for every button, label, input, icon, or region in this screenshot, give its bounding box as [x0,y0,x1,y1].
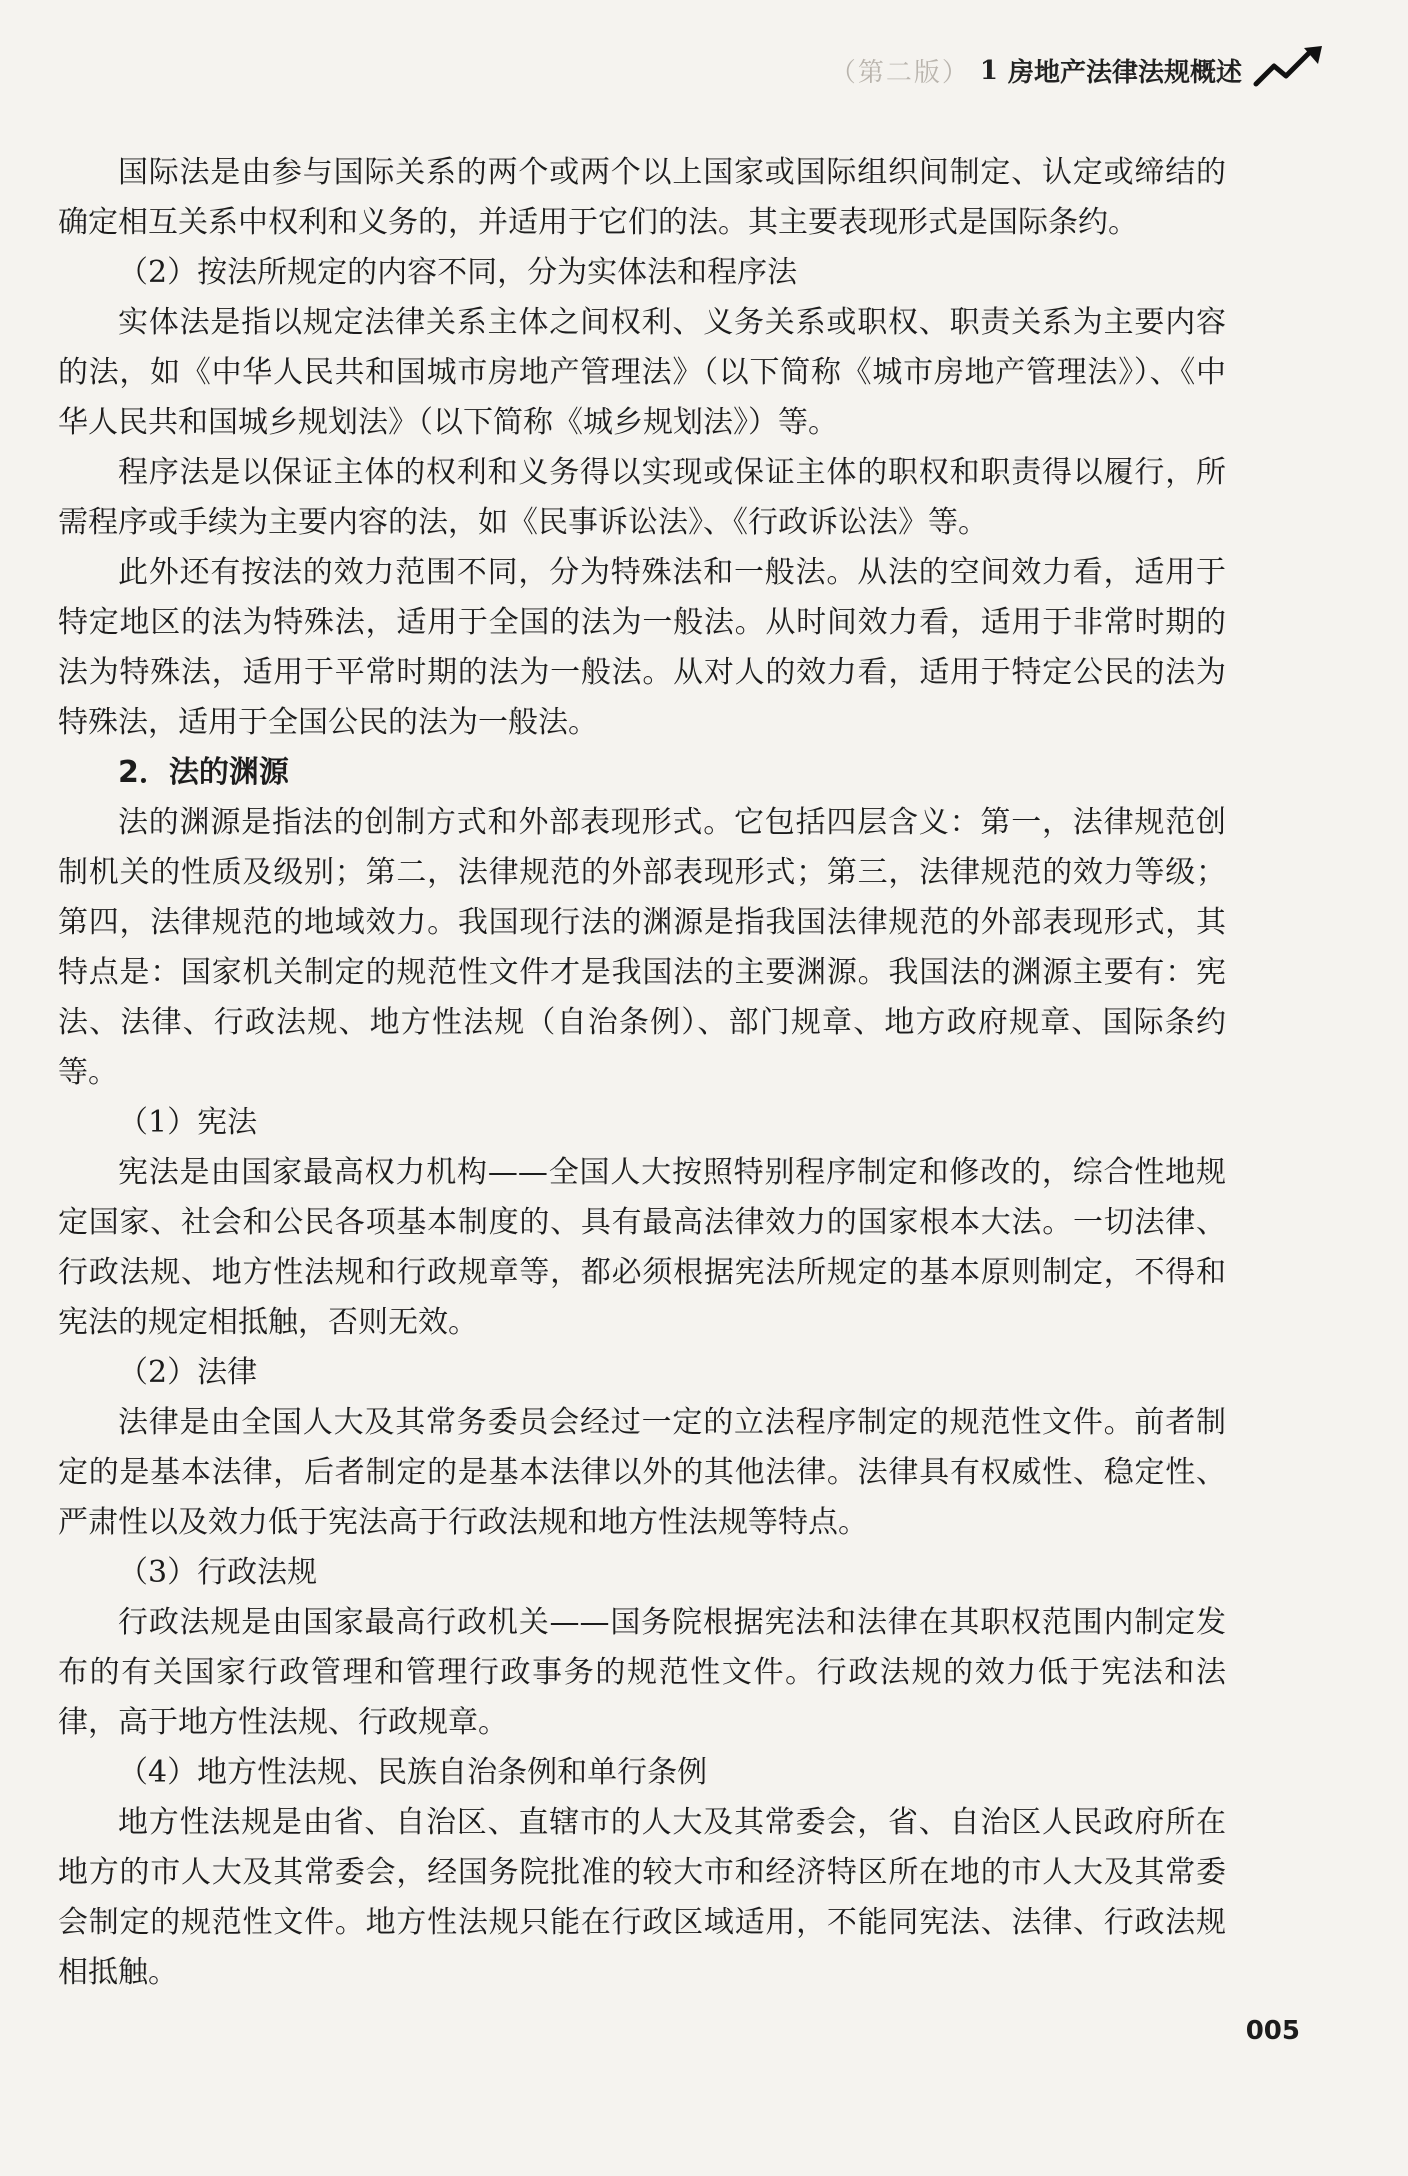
page-number: 005 [1245,2016,1300,2046]
subsection-title: （2）法律 [118,1355,258,1390]
header-chapter-title: 房地产法律法规概述 [1007,58,1242,88]
subsection-title: （4）地方性法规、民族自治条例和单行条例 [118,1755,708,1790]
body-paragraph: 行政法规是由国家最高行政机关——国务院根据宪法和法律在其职权范围内制定发布的有关国家行政管理和管理行政事务的规范性文件。行政法规的效力低于宪法和法律，高于地方性法规、行政规章。 [58,1605,1226,1740]
trend-arrow-icon [1252,44,1328,97]
header-series: （第二版） [829,58,970,88]
body-paragraph: 程序法是以保证主体的权利和义务得以实现或保证主体的职权和职责得以履行，所需程序或手续为主要内容的法，如《民事诉讼法》、《行政诉讼法》等。 [58,455,1226,540]
subsection-title: （1）宪法 [118,1105,258,1140]
body-text [58,148,1226,1998]
body-paragraph: 法律是由全国人大及其常务委员会经过一定的立法程序制定的规范性文件。前者制定的是基本法律，后者制定的是基本法律以外的其他法律。法律具有权威性、稳定性、严肃性以及效力低于宪法高于行政法规和地方性法规等特点。 [58,1405,1226,1540]
body-paragraph: 此外还有按法的效力范围不同，分为特殊法和一般法。从法的空间效力看，适用于特定地区的法为特殊法，适用于全国的法为一般法。从时间效力看，适用于非常时期的法为特殊法，适用于平常时期的法为一般法。从对人的效力看，适用于特定公民的法为特殊法，适用于全国公民的法为一般法。 [58,555,1226,740]
body-paragraph: 实体法是指以规定法律关系主体之间权利、义务关系或职权、职责关系为主要内容的法，如《中华人民共和国城市房地产管理法》（以下简称《城市房地产管理法》）、《中华人民共和国城乡规划法》（以下简称《城乡规划法》）等。 [58,305,1226,440]
subsection-title: （2）按法所规定的内容不同，分为实体法和程序法 [118,255,798,290]
body-paragraph: 宪法是由国家最高权力机构——全国人大按照特别程序制定和修改的，综合性地规定国家、社会和公民各项基本制度的、具有最高法律效力的国家根本大法。一切法律、行政法规、地方性法规和行政规章等，都必须根据宪法所规定的基本原则制定，不得和宪法的规定相抵触，否则无效。 [58,1155,1226,1340]
section-heading: 2．法的渊源 [118,755,289,790]
body-paragraph: 法的渊源是指法的创制方式和外部表现形式。它包括四层含义：第一，法律规范创制机关的性质及级别；第二，法律规范的外部表现形式；第三，法律规范的效力等级；第四，法律规范的地域效力。我国现行法的渊源是指我国法律规范的外部表现形式，其特点是：国家机关制定的规范性文件才是我国法的主要渊源。我国法的渊源主要有：宪法、法律、行政法规、地方性法规（自治条例）、部门规章、地方政府规章、国际条约等。 [58,805,1226,1090]
running-header [830,44,1328,97]
subsection-title: （3）行政法规 [118,1555,318,1590]
body-paragraph: 国际法是由参与国际关系的两个或两个以上国家或国际组织间制定、认定或缔结的确定相互关系中权利和义务的，并适用于它们的法。其主要表现形式是国际条约。 [58,155,1226,240]
body-paragraph: 地方性法规是由省、自治区、直辖市的人大及其常委会，省、自治区人民政府所在地方的市人大及其常委会，经国务院批准的较大市和经济特区所在地的市人大及其常委会制定的规范性文件。地方性法规只能在行政区域适用，不能同宪法、法律、行政法规相抵触。 [58,1805,1226,1990]
header-chapter-number: 1 [979,55,998,86]
